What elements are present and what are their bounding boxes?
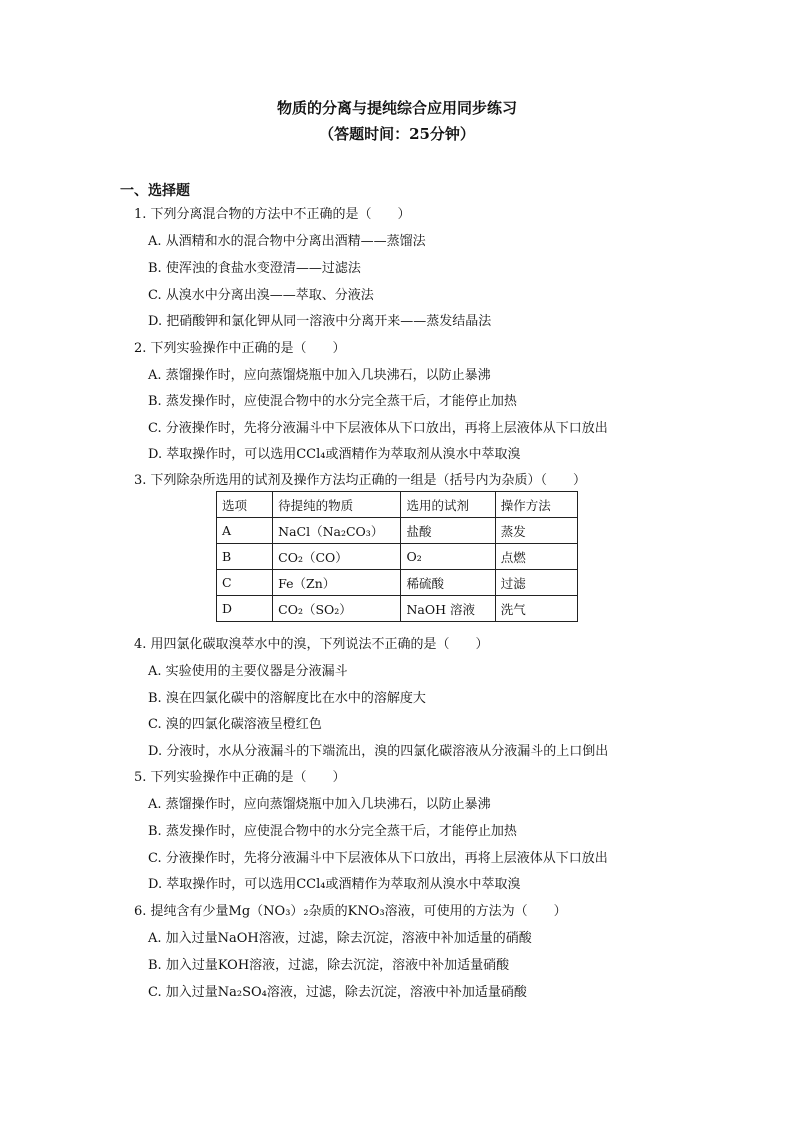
option-a: A. 加入过量NaOH溶液，过滤，除去沉淀，溶液中补加适量的硝酸: [148, 931, 532, 946]
question-stem: 3. 下列除杂所选用的试剂及操作方法均正确的一组是（括号内为杂质）（ ）: [134, 473, 587, 488]
option-c: C. 从溴水中分离出溴——萃取、分液法: [148, 288, 374, 303]
page-title: 物质的分离与提纯综合应用同步练习: [276, 99, 517, 117]
option-b: B. 加入过量KOH溶液，过滤，除去沉淀，溶液中补加适量硝酸: [148, 958, 510, 973]
table-cell: 稀硫酸: [401, 570, 495, 596]
table-cell: C: [217, 570, 273, 596]
table-cell: 蒸发: [495, 518, 577, 544]
option-c: C. 分液操作时，先将分液漏斗中下层液体从下口放出，再将上层液体从下口放出: [148, 421, 608, 436]
option-d: D. 萃取操作时，可以选用CCl₄或酒精作为萃取剂从溴水中萃取溴: [148, 877, 521, 892]
table-row: [217, 570, 578, 596]
reagent-table: [216, 491, 578, 622]
table-cell: A: [217, 518, 273, 544]
table-cell: 洗气: [495, 596, 577, 622]
table-header-row: [217, 492, 578, 518]
table-header-cell: 选项: [217, 492, 273, 518]
table-cell: O₂: [401, 544, 495, 570]
table-cell: CO₂（CO）: [273, 544, 401, 570]
table-header-cell: 待提纯的物质: [273, 492, 401, 518]
option-b: B. 蒸发操作时，应使混合物中的水分完全蒸干后，才能停止加热: [148, 394, 517, 409]
option-d: D. 分液时，水从分液漏斗的下端流出，溴的四氯化碳溶液从分液漏斗的上口倒出: [148, 744, 609, 759]
option-c: C. 溴的四氯化碳溶液呈橙红色: [148, 717, 322, 732]
option-c: C. 分液操作时，先将分液漏斗中下层液体从下口放出，再将上层液体从下口放出: [148, 851, 608, 866]
option-a: A. 实验使用的主要仪器是分液漏斗: [148, 664, 348, 679]
question-stem: 2. 下列实验操作中正确的是（ ）: [134, 341, 346, 356]
table-cell: 过滤: [495, 570, 577, 596]
table-row: [217, 596, 578, 622]
table-cell: 盐酸: [401, 518, 495, 544]
question-stem: 4. 用四氯化碳取溴萃水中的溴，下列说法不正确的是（ ）: [134, 637, 489, 652]
table-row: [217, 544, 578, 570]
option-b: B. 溴在四氯化碳中的溶解度比在水中的溶解度大: [148, 691, 426, 706]
option-a: A. 从酒精和水的混合物中分离出酒精——蒸馏法: [148, 234, 426, 249]
option-b: B. 使浑浊的食盐水变澄清——过滤法: [148, 261, 361, 276]
section-heading: 一、选择题: [120, 183, 190, 199]
table-cell: CO₂（SO₂）: [273, 596, 401, 622]
question-stem: 5. 下列实验操作中正确的是（ ）: [134, 770, 346, 785]
table-cell: NaCl（Na₂CO₃）: [273, 518, 401, 544]
table-cell: 点燃: [495, 544, 577, 570]
option-d: D. 萃取操作时，可以选用CCl₄或酒精作为萃取剂从溴水中萃取溴: [148, 447, 521, 462]
question-stem: 1. 下列分离混合物的方法中不正确的是（ ）: [134, 207, 411, 222]
option-c: C. 加入过量Na₂SO₄溶液，过滤，除去沉淀，溶液中补加适量硝酸: [148, 985, 527, 1000]
option-d: D. 把硝酸钾和氯化钾从同一溶液中分离开来——蒸发结晶法: [148, 314, 492, 329]
table-header-cell: 操作方法: [495, 492, 577, 518]
table-cell: D: [217, 596, 273, 622]
option-a: A. 蒸馏操作时，应向蒸馏烧瓶中加入几块沸石，以防止暴沸: [148, 368, 491, 383]
table-cell: Fe（Zn）: [273, 570, 401, 596]
table-cell: NaOH 溶液: [401, 596, 495, 622]
question-stem: 6. 提纯含有少量Mg（NO₃）₂杂质的KNO₃溶液，可使用的方法为（ ）: [134, 904, 567, 919]
option-b: B. 蒸发操作时，应使混合物中的水分完全蒸干后，才能停止加热: [148, 824, 517, 839]
table-row: [217, 518, 578, 544]
page-subtitle: （答题时间：25分钟）: [319, 125, 475, 143]
option-a: A. 蒸馏操作时，应向蒸馏烧瓶中加入几块沸石，以防止暴沸: [148, 797, 491, 812]
table-header-cell: 选用的试剂: [401, 492, 495, 518]
table-cell: B: [217, 544, 273, 570]
